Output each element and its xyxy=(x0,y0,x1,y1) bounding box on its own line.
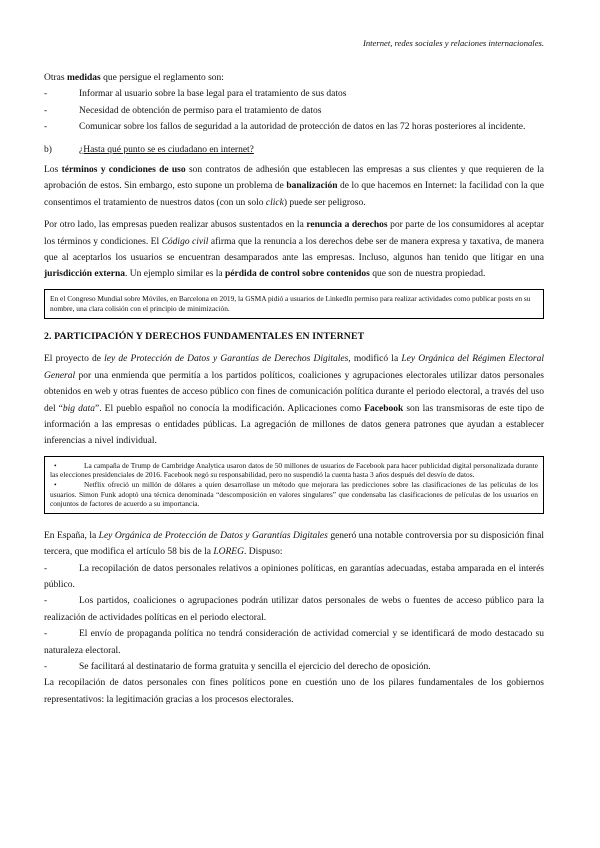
paragraph-spain-law: En España, la Ley Orgánica de Protección de Datos y Garantías Digitales generó una notable controversia por su disposición final tercera, que modifica el artículo 58 bis de la LOREG. Dispuso: xyxy=(44,530,544,558)
measures-intro: Otras medidas que persigue el reglamento son: xyxy=(44,73,224,83)
page-content xyxy=(44,70,544,708)
section-2-title: 2. PARTICIPACIÓN Y DERECHOS FUNDAMENTALES EN INTERNET xyxy=(44,330,365,342)
paragraph-terms: Los términos y condiciones de uso son contratos de adhesión que establecen las empresas a sus clientes y que requieren de la aprobación de estos. Sin embargo, esto supone un problema de banalización de lo que hacemos en Internet: la facilidad con la que consentimos el tratamiento de nuestros datos (con un solo click) puede ser peligroso. xyxy=(44,165,545,208)
list-item: - Se facilitará al destinatario de forma gratuita y sencilla el ejercicio del derecho de oposición. xyxy=(44,661,431,672)
paragraph-law-project: El proyecto de ley de Protección de Datos y Garantías de Derechos Digitales, modificó la Ley Orgánica del Régimen Electoral General por una enmienda que permitía a los partidos políticos, coaliciones y agrupaciones electorales utilizar datos personales obtenidos en web y otras fuentes de acceso público con fines de comunicación política durante el periodo electoral, a través del uso del “big data”. El pueblo español no conocía la modificación. Aplicaciones como Facebook son las transmisoras de este tipo de información a las empresas o entidades públicas. La agregación de millones de datos genera patrones que ayudan a establecer inferencias a nivel individual. xyxy=(44,354,545,447)
measures-list xyxy=(44,86,544,135)
case-netflix: • Netflix ofreció un millón de dólares a quien desarrollase un método que mejorara las predicciones sobre las clasificaciones de las películas de los usuarios. Simon Funk adoptó una técnica denominada “descomposición en valores singulares” que condensaba las clasificaciones de películas de los usuarios en conjuntos de factores de acuerdo a su importancia. xyxy=(50,479,538,509)
paragraph-conclusion: La recopilación de datos personales con fines políticos pone en cuestión uno de los pilares fundamentales de los gobiernos representativos: la legitimación gracias a los procesos electorales. xyxy=(44,678,544,705)
bullet-icon: • xyxy=(54,460,57,470)
running-header: Internet, redes sociales y relaciones internacionales. xyxy=(363,38,544,48)
list-item: - Informar al usuario sobre la base legal para el tratamiento de sus datos xyxy=(44,89,347,100)
list-item: - Los partidos, coaliciones o agrupaciones podrán utilizar datos personales de webs o fuentes de acceso público para la realización de actividades políticas en el periodo electoral. xyxy=(44,596,544,623)
bullet-icon: • xyxy=(54,479,57,489)
list-item: - El envío de propaganda política no tendrá consideración de actividad comercial y se identificará de modo destacado su naturaleza electoral. xyxy=(44,629,544,656)
list-item: - Necesidad de obtención de permiso para el tratamiento de datos xyxy=(44,105,322,116)
provisions-list xyxy=(44,561,544,676)
example-box-cases xyxy=(44,456,544,514)
example-box-gsma: En el Congreso Mundial sobre Móviles, en Barcelona en 2019, la GSMA pidió a usuarios de LinkedIn permiso para realizar actividades como publicar posts en su nombre, una clara colisión con el principio de minimización. xyxy=(44,289,544,319)
paragraph-abuses: Por otro lado, las empresas pueden realizar abusos sustentados en la renuncia a derechos por parte de los consumidores al aceptar los términos y condiciones. El Código civil afirma que la renuncia a los derechos debe ser de manera expresa y taxativa, de manera que al aceptarlos los usuarios se encuentran desamparados ante las empresas. Incluso, algunos han tenido que litigar en una jurisdicción externa. Un ejemplo similar es la pérdida de control sobre contenidos que son de nuestra propiedad. xyxy=(44,220,544,280)
list-item: - La recopilación de datos personales relativos a opiniones políticas, en garantías adecuadas, estaba amparada en el interés público. xyxy=(44,563,544,590)
subsection-b-heading: b) ¿Hasta qué punto se es ciudadano en internet? xyxy=(44,144,254,155)
case-cambridge-analytica: • La campaña de Trump de Cambridge Analytica usaron datos de 50 millones de usuarios de Facebook para hacer publicidad digital personalizada durante las elecciones presidenciales de 2016. Facebook negó su responsabilidad, pero no suspendió la cuenta hasta 3 años después del desvío de datos. xyxy=(50,460,538,480)
list-item: - Comunicar sobre los fallos de seguridad a la autoridad de protección de datos en las 72 horas posteriores al incidente. xyxy=(44,122,526,133)
